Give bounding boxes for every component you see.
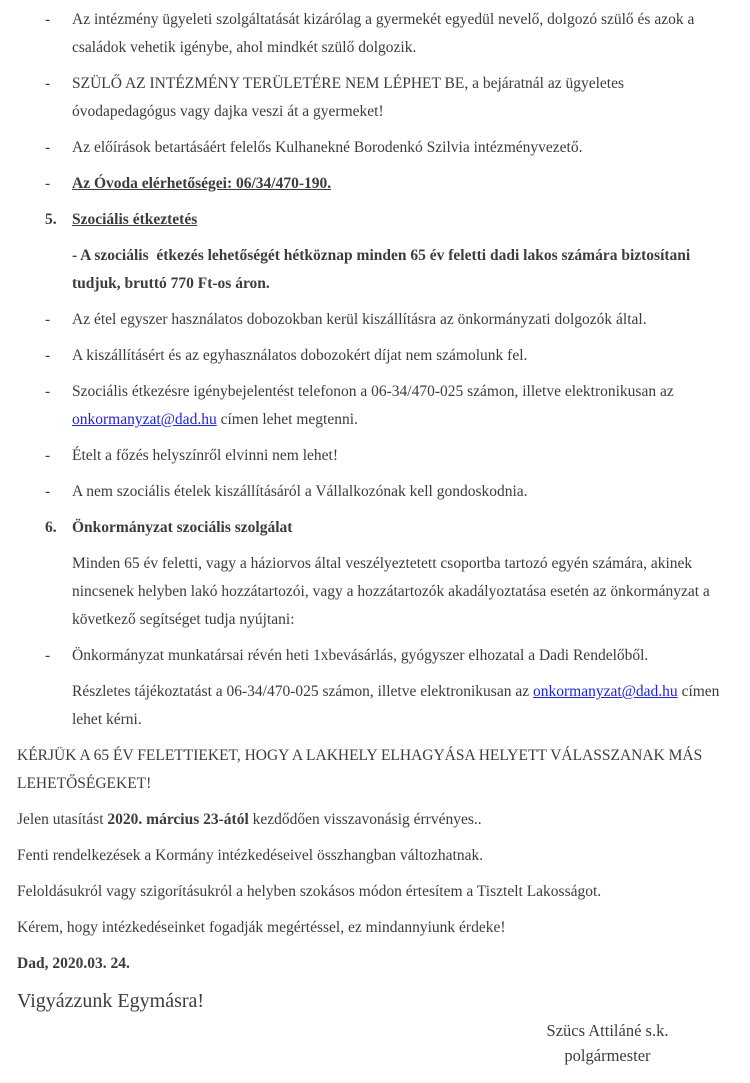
bullet-dash: - [45,75,51,92]
text-segment: Jelen utasítást [17,811,108,828]
text-segment: A nem szociális ételek kiszállításáról a Vállalkozónak kell gondoskodnia. [72,483,528,500]
text-segment: Vigyázzunk Egymásra! [17,990,205,1012]
text-segment: Az intézmény ügyeleti szolgáltatását kizárólag a gyermekét egyedül nevelő, dolgozó szülő és azok a családok vehetik igénybe, ahol mindkét szülő dolgozik. [72,11,699,56]
item-text [72,342,732,370]
item-text [72,170,732,198]
item-text [72,514,732,542]
text-segment: Szociális étkezésre igénybejelentést telefonon a 06-34/470-025 számon, illetve elektronikusan az [72,383,678,400]
text-segment: Az étel egyszer használatos dobozokban kerül kiszállításra az önkormányzati dolgozók által. [72,311,647,328]
text-segment: Feloldásukról vagy szigorításukról a helyben szokásos módon értesítem a Tisztelt Lakosságot. [17,883,602,900]
closing-message [17,986,732,1016]
text-segment: 2020. március 23-ától [107,811,249,828]
text-segment: Ételt a főzés helyszínről elvinni nem lehet! [72,447,338,464]
paragraph [17,878,732,906]
text-segment: Önkormányzat szociális szolgálat [72,519,293,536]
bullet-dash: - [45,483,51,500]
text-segment: címen lehet kérni. [72,683,724,728]
item-text [72,442,732,470]
text-segment: Kérem, hogy intézkedéseinket fogadják megértéssel, ez mindannyiunk érdeke! [17,919,506,936]
text-segment: - A szociális étkezés lehetőségét hétköznap minden 65 év feletti dadi lakos számára biztosítani tudjuk, bruttó 770 Ft-os áron. [72,247,695,292]
signature-title: polgármester [564,1046,651,1065]
bullet-dash: - [45,447,51,464]
paragraph [72,678,732,734]
bullet-item [45,170,732,198]
bullet-item [45,378,732,434]
bullet-item [45,478,732,506]
signature-name: Szücs Attiláné s.k. [546,1021,669,1040]
bullet-item [45,134,732,162]
bullet-dash: - [45,383,51,400]
item-text [72,378,732,434]
bullet-dash: - [45,311,51,328]
paragraph [72,242,732,298]
numbered-heading [45,206,732,234]
numbered-heading [45,514,732,542]
paragraph [17,742,732,798]
signature-block [520,1018,695,1068]
text-segment: címen lehet megtenni. [216,411,358,428]
item-text [72,6,732,62]
bullet-dash: - [45,11,51,28]
paragraph [17,914,732,942]
item-text [72,134,732,162]
bullet-item [45,6,732,62]
text-segment: A kiszállításért és az egyhasználatos dobozokért díjat nem számolunk fel. [72,347,528,364]
item-text [72,70,732,126]
email-link[interactable]: onkormanyzat@dad.hu [532,683,678,700]
paragraph [17,806,732,834]
list-number: 6. [45,519,57,536]
bullet-item [45,642,732,670]
bullet-dash: - [45,139,51,156]
item-text [72,478,732,506]
bullet-item [45,306,732,334]
bullet-item [45,342,732,370]
text-segment: Részletes tájékoztatást a 06-34/470-025 számon, illetve elektronikusan az [72,683,533,700]
list-number: 5. [45,211,57,228]
item-text [72,642,732,670]
text-segment: Dad, 2020.03. 24. [17,955,130,972]
bullet-dash: - [45,647,51,664]
text-segment: kezdődően visszavonásig érrvényes.. [248,811,482,828]
text-segment: Minden 65 év feletti, vagy a háziorvos által veszélyeztetett csoportba tartozó egyén számára, akinek nincsenek helyben lakó hozzátartozói, vagy a hozzátartozók akadályoztatása esetén az önkormányzat a következő segítséget tudja nyújtani: [72,555,714,628]
bullet-dash: - [45,347,51,364]
bullet-item [45,70,732,126]
item-text [72,306,732,334]
bullet-item [45,442,732,470]
bullet-dash: - [45,175,51,192]
email-link[interactable]: onkormanyzat@dad.hu [72,411,217,428]
text-segment: SZÜLŐ AZ INTÉZMÉNY TERÜLETÉRE NEM LÉPHET BE, a bejáratnál az ügyeletes óvodapedagógus vagy dajka veszi át a gyermeket! [72,75,628,120]
item-text [72,206,732,234]
text-segment: KÉRJÜK A 65 ÉV FELETTIEKET, HOGY A LAKHELY ELHAGYÁSA HELYETT VÁLASSZANAK MÁS LEHETŐSÉGEKET! [17,747,707,792]
paragraph [17,842,732,870]
document-blocks [17,6,732,1016]
paragraph [72,550,732,634]
text-segment: Önkormányzat munkatársai révén heti 1xbevásárlás, gyógyszer elhozatal a Dadi Rendelőből. [72,647,649,664]
text-segment: Az Óvoda elérhetőségei: 06/34/470-190. [72,175,332,192]
text-segment: Szociális étkeztetés [72,211,198,228]
text-segment: Fenti rendelkezések a Kormány intézkedéseivel összhangban változhatnak. [17,847,484,864]
paragraph [17,950,732,978]
text-segment: Az előírások betartásáért felelős Kulhanekné Borodenkó Szilvia intézményvezető. [72,139,583,156]
